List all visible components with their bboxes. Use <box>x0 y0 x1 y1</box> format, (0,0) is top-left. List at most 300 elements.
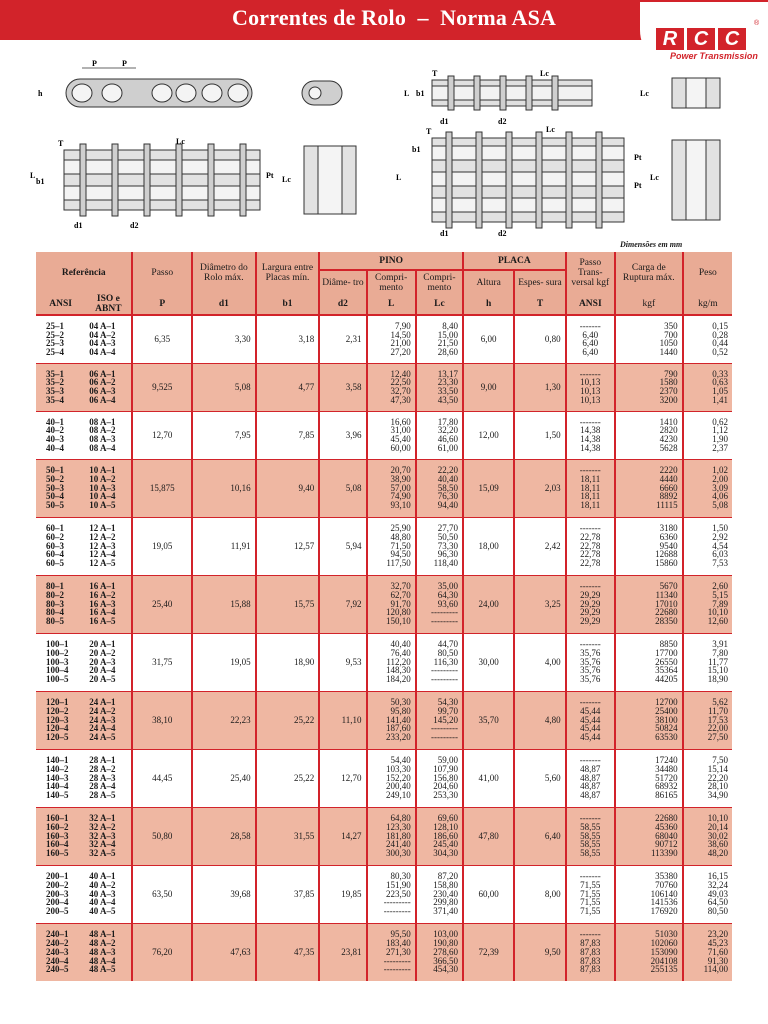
cell-passo-transversal-line: 45,44 <box>580 723 601 734</box>
cell-ansi <box>36 633 85 691</box>
cell-diametro-value: 5,08 <box>234 381 251 392</box>
cell-ansi-line: 80–2 <box>46 589 64 600</box>
cell-pino-l-line: 223,50 <box>386 888 411 899</box>
logo-letter-r: R <box>656 28 684 50</box>
cell-pino-l-line: 183,40 <box>386 938 411 949</box>
svg-text:d2: d2 <box>498 229 507 238</box>
svg-text:d1: d1 <box>440 117 449 126</box>
cell-pino-lc-line: 158,80 <box>433 879 459 890</box>
cell-iso-line: 40 A–1 <box>89 871 116 882</box>
cell-carga <box>615 411 683 459</box>
cell-iso-line: 06 A–1 <box>89 368 116 379</box>
cell-peso-line: 0,15 <box>712 320 728 331</box>
cell-peso-line: 0,33 <box>712 368 728 379</box>
cell-pino-lc-line: 116,30 <box>433 656 459 667</box>
cell-carga-line: 8892 <box>659 491 678 502</box>
svg-text:T: T <box>432 69 438 78</box>
cell-pino-l-line: 120,80 <box>386 607 411 618</box>
cell-iso-line: 12 A–4 <box>89 549 116 560</box>
cell-carga <box>615 459 683 517</box>
cell-ansi <box>36 575 85 633</box>
cell-carga-line: 1440 <box>659 346 678 357</box>
cell-carga-line: 141536 <box>650 897 678 908</box>
cell-passo-transversal-line: 87,83 <box>580 955 601 966</box>
cell-pino-l-line: 14,50 <box>390 329 411 340</box>
cell-peso <box>683 517 732 575</box>
cell-carga-line: 255135 <box>650 964 678 975</box>
cell-ansi-line: 120–1 <box>46 697 69 708</box>
cell-pino-diametro <box>319 749 366 807</box>
cell-peso-line: 1,12 <box>712 425 728 436</box>
cell-iso-line: 04 A–2 <box>89 329 116 340</box>
cell-passo-value: 15,875 <box>149 482 175 493</box>
cell-ansi-line: 50–2 <box>46 473 64 484</box>
cell-iso-line: 10 A–1 <box>89 465 116 476</box>
cell-pino-l-line: 93,10 <box>390 500 411 511</box>
cell-peso-line: 28,10 <box>707 781 728 792</box>
cell-iso-line: 40 A–5 <box>89 906 116 917</box>
cell-ansi-line: 25–2 <box>46 329 64 340</box>
cell-ansi <box>36 807 85 865</box>
cell-ansi-line: 120–4 <box>46 723 69 734</box>
cell-largura <box>256 575 320 633</box>
cell-iso-line: 24 A–3 <box>89 714 116 725</box>
registered-mark: ® <box>754 20 760 27</box>
cell-passo-transversal-line: 6,40 <box>582 346 599 357</box>
cell-ansi <box>36 517 85 575</box>
cell-iso-line: 12 A–1 <box>89 523 116 534</box>
cell-pino-diametro <box>319 691 366 749</box>
cell-passo <box>132 411 192 459</box>
cell-pino-diametro <box>319 363 366 411</box>
cell-placa-altura-value: 12,00 <box>478 429 499 440</box>
cell-ansi-line: 200–3 <box>46 888 69 899</box>
cell-iso <box>85 633 132 691</box>
cell-pino-l <box>367 459 416 517</box>
cell-diametro <box>192 749 256 807</box>
cell-peso-line: 1,41 <box>712 394 728 405</box>
cell-peso-line: 5,15 <box>712 589 728 600</box>
cell-pino-diametro-value: 23,81 <box>341 946 362 957</box>
cell-pino-l-line: 91,70 <box>390 598 411 609</box>
cell-ansi-line: 240–5 <box>46 964 69 975</box>
cell-largura-value: 47,35 <box>294 946 315 957</box>
cell-diametro-value: 22,23 <box>230 714 251 725</box>
cell-iso <box>85 315 132 363</box>
cell-pino-diametro <box>319 411 366 459</box>
cell-carga-line: 2220 <box>659 465 678 476</box>
cell-peso <box>683 363 732 411</box>
cell-passo-transversal-line: 48,87 <box>580 790 601 801</box>
cell-passo-transversal-line: 6,40 <box>582 338 599 349</box>
header-pino-lc-sym: Lc <box>416 294 463 315</box>
cell-carga-line: 8850 <box>659 639 678 650</box>
cell-carga <box>615 633 683 691</box>
cell-passo-value: 12,70 <box>152 429 173 440</box>
cell-pino-lc-line: 44,70 <box>437 639 459 650</box>
cell-pino-lc-line: 73,30 <box>437 540 459 551</box>
cell-diametro-value: 25,40 <box>230 772 251 783</box>
cell-peso-line: 2,00 <box>712 473 728 484</box>
cell-peso <box>683 315 732 363</box>
cell-pino-l <box>367 575 416 633</box>
cell-pino-lc-line: 145,20 <box>433 714 459 725</box>
cell-pino-lc-line: 230,40 <box>433 888 459 899</box>
cell-peso-line: 7,80 <box>712 647 728 658</box>
table-row <box>36 363 732 411</box>
cell-peso <box>683 411 732 459</box>
cell-carga-line: 44205 <box>655 674 678 685</box>
cell-iso-line: 08 A–2 <box>89 425 116 436</box>
svg-text:b1: b1 <box>36 177 45 186</box>
cell-placa-espessura <box>514 517 565 575</box>
cell-pino-l-line: 21,00 <box>390 338 411 349</box>
cell-iso-line: 28 A–1 <box>89 755 116 766</box>
cell-peso-line: 45,23 <box>707 938 728 949</box>
cell-peso-line: 71,60 <box>707 946 728 957</box>
svg-text:Lc: Lc <box>546 125 555 134</box>
cell-pino-l-line: 50,30 <box>390 697 411 708</box>
cell-iso <box>85 691 132 749</box>
table-row <box>36 575 732 633</box>
label-p1: P <box>92 59 97 68</box>
cell-placa-altura <box>463 411 514 459</box>
cell-pino-lc-line: 366,50 <box>433 955 459 966</box>
cell-iso-line: 40 A–2 <box>89 879 116 890</box>
cell-diametro-value: 7,95 <box>234 429 251 440</box>
svg-text:b1: b1 <box>412 145 421 154</box>
cell-peso-line: 11,70 <box>708 705 728 716</box>
table-body <box>36 315 732 981</box>
cell-ansi-line: 160–4 <box>46 839 69 850</box>
cell-pino-diametro <box>319 575 366 633</box>
svg-text:L: L <box>396 173 402 182</box>
cell-pino-l-line: 32,70 <box>390 386 411 396</box>
cell-passo-transversal-line: 29,29 <box>580 616 601 627</box>
cell-pino-lc-line: 278,60 <box>433 946 459 957</box>
cell-pino-diametro <box>319 315 366 363</box>
cell-ansi-line: 160–2 <box>46 821 69 832</box>
cell-passo-transversal <box>566 691 615 749</box>
cell-iso-line: 48 A–1 <box>89 929 116 940</box>
cell-peso-line: 4,06 <box>712 491 728 502</box>
cell-pino-l-line: 32,70 <box>390 581 411 592</box>
cell-iso <box>85 411 132 459</box>
cell-peso-line: 18,90 <box>707 674 728 685</box>
cell-iso-line: 06 A–3 <box>89 386 116 396</box>
logo-letter-c1: C <box>687 28 715 50</box>
cell-passo-transversal-line: 45,44 <box>580 714 601 725</box>
cell-pino-diametro-value: 5,08 <box>345 482 362 493</box>
table-row <box>36 865 732 923</box>
cell-carga-line: 176920 <box>650 906 678 917</box>
header-placa-espessura: Espes- sura <box>514 270 565 294</box>
cell-pino-l-line: 60,00 <box>390 442 411 453</box>
cell-ansi-line: 120–5 <box>46 732 69 743</box>
cell-passo-transversal-line: 14,38 <box>580 442 601 453</box>
cell-largura <box>256 411 320 459</box>
cell-pino-diametro-value: 3,58 <box>345 381 362 392</box>
cell-pino-lc-line: --------- <box>431 723 459 734</box>
cell-iso-line: 06 A–4 <box>89 394 116 405</box>
cell-carga-line: 51720 <box>655 772 678 783</box>
cell-carga-line: 25400 <box>655 705 678 716</box>
cell-placa-altura-value: 15,09 <box>478 482 499 493</box>
cell-placa-espessura <box>514 923 565 981</box>
cell-carga-line: 6360 <box>659 531 678 542</box>
cell-pino-diametro-value: 14,27 <box>341 830 362 841</box>
cell-carga-line: 34480 <box>655 763 678 774</box>
svg-text:b1: b1 <box>416 89 425 98</box>
svg-text:Pt: Pt <box>634 153 642 162</box>
cell-peso-line: 80,50 <box>707 906 728 917</box>
cell-pino-lc <box>416 691 463 749</box>
cell-passo-transversal-line: ------- <box>579 368 601 379</box>
cell-pino-lc-line: 156,80 <box>433 772 459 783</box>
cell-pino-l <box>367 691 416 749</box>
cell-largura-value: 12,57 <box>294 540 315 551</box>
cell-pino-l <box>367 411 416 459</box>
cell-passo <box>132 865 192 923</box>
cell-ansi <box>36 923 85 981</box>
cell-carga <box>615 749 683 807</box>
cell-pino-l-line: 12,40 <box>390 368 411 379</box>
cell-passo-transversal-line: 58,55 <box>580 848 601 859</box>
cell-ansi-line: 40–2 <box>46 425 64 436</box>
cell-diametro <box>192 315 256 363</box>
cell-iso-line: 04 A–4 <box>89 346 116 357</box>
cell-passo-transversal-line: 71,55 <box>580 888 601 899</box>
cell-pino-lc-line: 43,50 <box>437 394 459 405</box>
cell-pino-lc-line: 99,70 <box>437 705 459 716</box>
cell-pino-l-line: 150,10 <box>386 616 411 627</box>
cell-carga-line: 17240 <box>655 755 678 766</box>
cell-diametro <box>192 575 256 633</box>
svg-text:T: T <box>58 139 64 148</box>
cell-peso-line: 22,20 <box>707 772 728 783</box>
cell-pino-l-line: --------- <box>383 906 411 917</box>
cell-ansi-line: 160–5 <box>46 848 69 859</box>
cell-ansi-line: 240–2 <box>46 938 69 949</box>
cell-placa-espessura-value: 8,00 <box>544 888 561 899</box>
single-strand-top-view <box>432 76 720 110</box>
header-pino-comprimento-lc: Compri- mento <box>416 270 463 294</box>
cell-ansi-line: 80–4 <box>46 607 64 618</box>
cell-passo-transversal <box>566 633 615 691</box>
header-passo-t-sym: ANSI <box>566 294 615 315</box>
cell-carga-line: 51030 <box>655 929 678 940</box>
double-strand-top-view <box>64 144 356 216</box>
cell-largura-value: 18,90 <box>294 656 315 667</box>
table-row <box>36 517 732 575</box>
svg-text:L: L <box>30 171 36 180</box>
cell-passo-value: 44,45 <box>152 772 173 783</box>
cell-pino-lc-line: 69,60 <box>437 813 459 824</box>
cell-carga-line: 9540 <box>659 540 678 551</box>
cell-largura <box>256 459 320 517</box>
svg-text:d2: d2 <box>498 117 507 126</box>
cell-peso-line: 114,00 <box>703 964 728 975</box>
cell-pino-l-line: 27,20 <box>390 346 411 357</box>
cell-pino-lc-line: 17,80 <box>437 416 459 427</box>
cell-pino-lc-line: 15,00 <box>437 329 459 340</box>
cell-pino-lc <box>416 749 463 807</box>
cell-carga-line: 90712 <box>655 839 678 850</box>
cell-iso-line: 20 A–4 <box>89 665 116 676</box>
cell-pino-l-line: 141,40 <box>386 714 411 725</box>
cell-pino-l-line: 31,00 <box>390 425 411 436</box>
cell-passo-transversal <box>566 807 615 865</box>
cell-passo <box>132 575 192 633</box>
cell-iso-line: 32 A–5 <box>89 848 116 859</box>
cell-iso-line: 48 A–4 <box>89 955 116 966</box>
cell-passo-transversal-line: 22,78 <box>580 549 601 560</box>
cell-pino-lc-line: 58,50 <box>437 482 459 493</box>
cell-pino-lc-line: 76,30 <box>437 491 459 502</box>
cell-diametro <box>192 411 256 459</box>
cell-ansi-line: 140–1 <box>46 755 69 766</box>
cell-largura-value: 9,40 <box>298 482 315 493</box>
cell-pino-l <box>367 633 416 691</box>
chain-drawings <box>0 48 768 238</box>
header-passo: Passo <box>132 252 192 294</box>
cell-pino-lc-line: 371,40 <box>433 906 459 917</box>
cell-carga-line: 102060 <box>650 938 678 949</box>
cell-carga-line: 153090 <box>650 946 678 957</box>
cell-pino-l-line: 151,90 <box>386 879 411 890</box>
cell-ansi-line: 100–2 <box>46 647 69 658</box>
cell-passo-transversal-line: ------- <box>579 523 601 534</box>
cell-pino-diametro <box>319 517 366 575</box>
cell-pino-lc-line: 35,00 <box>437 581 459 592</box>
cell-pino-lc-line: 32,20 <box>437 425 459 436</box>
cell-pino-diametro <box>319 865 366 923</box>
cell-iso-line: 08 A–1 <box>89 416 116 427</box>
cell-ansi-line: 40–1 <box>46 416 64 427</box>
cell-ansi-line: 120–2 <box>46 705 69 716</box>
cell-diametro-value: 15,88 <box>230 598 251 609</box>
cell-pino-l-line: 80,30 <box>390 871 411 882</box>
cell-ansi-line: 35–2 <box>46 377 64 388</box>
specification-table <box>36 252 732 981</box>
cell-pino-l-line: 271,30 <box>386 946 411 957</box>
cell-placa-altura-value: 6,00 <box>480 333 497 344</box>
cell-ansi-line: 240–1 <box>46 929 69 940</box>
cell-iso-line: 32 A–2 <box>89 821 116 832</box>
cell-pino-lc <box>416 633 463 691</box>
cell-carga-line: 11340 <box>655 589 678 600</box>
cell-passo-transversal-line: ------- <box>579 929 601 940</box>
cell-peso <box>683 459 732 517</box>
cell-placa-altura <box>463 691 514 749</box>
cell-largura <box>256 517 320 575</box>
cell-passo <box>132 517 192 575</box>
cell-pino-l <box>367 923 416 981</box>
side-view-drawing <box>66 68 342 107</box>
cell-carga-line: 3200 <box>659 394 678 405</box>
header-iso: ISO e ABNT <box>85 294 132 315</box>
cell-iso-line: 04 A–3 <box>89 338 116 349</box>
cell-ansi-line: 80–3 <box>46 598 64 609</box>
cell-pino-lc-line: 299,80 <box>433 897 459 908</box>
header-pino-l-sym: L <box>367 294 416 315</box>
label-p2: P <box>122 59 127 68</box>
header-pino: PINO <box>319 252 463 270</box>
cell-peso-line: 34,90 <box>707 790 728 801</box>
cell-passo-transversal-line: 22,78 <box>580 558 601 569</box>
cell-ansi-line: 100–5 <box>46 674 69 685</box>
cell-iso-line: 16 A–2 <box>89 589 116 600</box>
cell-passo-transversal-line: 14,38 <box>580 425 601 436</box>
header-largura-sym: b1 <box>256 294 320 315</box>
cell-peso-line: 2,60 <box>712 581 728 592</box>
cell-pino-lc <box>416 411 463 459</box>
cell-carga-line: 12688 <box>655 549 678 560</box>
cell-peso-line: 0,62 <box>712 416 728 427</box>
cell-placa-espessura <box>514 807 565 865</box>
logo-letter-c2: C <box>718 28 746 50</box>
cell-pino-diametro-value: 7,92 <box>345 598 362 609</box>
cell-largura-value: 7,85 <box>298 429 315 440</box>
cell-carga-line: 3180 <box>659 523 678 534</box>
cell-passo-transversal-line: 10,13 <box>580 377 601 388</box>
cell-placa-altura-value: 18,00 <box>478 540 499 551</box>
cell-passo <box>132 691 192 749</box>
cell-carga-line: 68932 <box>655 781 678 792</box>
cell-iso-line: 16 A–1 <box>89 581 116 592</box>
cell-peso-line: 0,28 <box>712 329 728 340</box>
cell-passo-transversal-line: 18,11 <box>580 500 601 511</box>
cell-ansi-line: 140–3 <box>46 772 69 783</box>
table-row <box>36 749 732 807</box>
cell-passo-transversal-line: 45,44 <box>580 705 601 716</box>
cell-peso-line: 16,15 <box>707 871 728 882</box>
cell-passo-transversal-line: 29,29 <box>580 589 601 600</box>
svg-text:d1: d1 <box>74 221 83 230</box>
cell-largura <box>256 633 320 691</box>
cell-pino-lc-line: 96,30 <box>437 549 459 560</box>
cell-passo <box>132 923 192 981</box>
cell-peso-line: 22,00 <box>707 723 728 734</box>
cell-ansi-line: 60–2 <box>46 531 64 542</box>
cell-peso <box>683 633 732 691</box>
cell-pino-lc-line: --------- <box>431 607 459 618</box>
cell-pino-lc <box>416 459 463 517</box>
cell-placa-espessura-value: 4,80 <box>544 714 561 725</box>
cell-peso <box>683 865 732 923</box>
cell-diametro <box>192 865 256 923</box>
cell-placa-altura-value: 24,00 <box>478 598 499 609</box>
cell-pino-diametro-value: 12,70 <box>341 772 362 783</box>
cell-pino-lc-line: --------- <box>431 665 459 676</box>
header-placa-altura: Altura <box>463 270 514 294</box>
cell-pino-l-line: 22,50 <box>390 377 411 388</box>
cell-largura-value: 15,75 <box>294 598 315 609</box>
cell-ansi-line: 35–1 <box>46 368 64 379</box>
cell-passo-transversal-line: 35,76 <box>580 674 601 685</box>
cell-pino-lc-line: 40,40 <box>437 473 459 484</box>
cell-iso-line: 28 A–2 <box>89 763 116 774</box>
cell-iso-line: 12 A–2 <box>89 531 116 542</box>
cell-ansi-line: 50–3 <box>46 482 64 493</box>
cell-ansi-line: 200–4 <box>46 897 69 908</box>
cell-pino-l <box>367 517 416 575</box>
cell-diametro-value: 3,30 <box>234 333 251 344</box>
cell-peso-line: 49,03 <box>707 888 728 899</box>
cell-peso-line: 7,53 <box>712 558 728 569</box>
header-peso-sym: kg/m <box>683 294 732 315</box>
cell-iso <box>85 807 132 865</box>
